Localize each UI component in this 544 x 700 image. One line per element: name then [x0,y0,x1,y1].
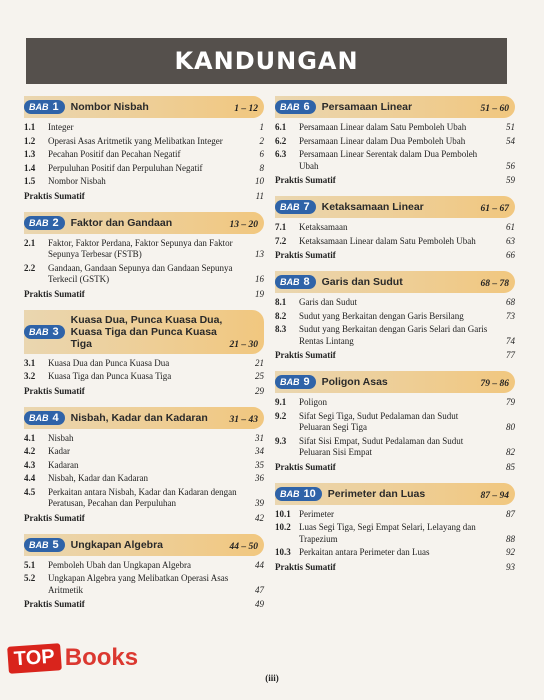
praktis-page: 11 [255,190,264,201]
chapter-page-range: 1 – 12 [234,104,258,114]
topic-page: 36 [255,473,264,483]
watermark-books: Books [64,644,139,671]
topic-row[interactable] [24,573,264,596]
praktis-label: Praktis Sumatif [24,288,85,299]
chapter-section [275,271,515,361]
topic-row[interactable] [275,297,515,309]
praktis-sumatif-row[interactable] [24,288,264,300]
topic-number: 10.1 [275,508,291,519]
topic-title: Perkaitan antara Nisbah, Kadar dan Kadaran dengan Peratusan, Pecahan dan Perpuluhan [48,486,237,508]
praktis-sumatif-row[interactable] [275,561,515,573]
left-column [24,96,264,620]
topic-title: Sifat Sisi Empat, Sudut Pedalaman dan Sudut Peluaran Sisi Empat [299,435,464,457]
topic-row[interactable] [24,136,264,148]
topic-page: 61 [506,222,515,232]
topic-list [275,393,515,473]
topic-row[interactable] [24,371,264,383]
bab-badge [24,538,65,552]
topic-list [275,293,515,361]
praktis-page: 29 [255,385,264,396]
topic-number: 2.1 [24,237,36,248]
topic-row[interactable] [24,263,264,286]
topic-number: 1.4 [24,162,36,173]
bab-badge [275,487,322,501]
chapter-title: Garis dan Sudut [321,276,403,288]
topic-row[interactable] [275,236,515,248]
praktis-label: Praktis Sumatif [24,512,85,523]
topic-row[interactable] [24,238,264,261]
topic-row[interactable] [275,411,515,434]
chapter-number: 9 [303,376,310,388]
topic-page: 47 [255,584,264,595]
topic-number: 4.2 [24,446,36,456]
topic-page: 31 [255,432,264,443]
topic-title: Perkaitan antara Perimeter dan Luas [299,547,430,557]
chapter-number: 3 [52,325,59,338]
topic-page: 68 [506,297,515,307]
bab-label: BAB [29,217,49,228]
topic-title: Persamaan Linear dalam Dua Pemboleh Ubah [299,135,466,146]
topic-title: Persamaan Linear Serentak dalam Dua Pemboleh Ubah [299,149,478,171]
topic-title: Ketaksamaan Linear dalam Satu Pemboleh Ubah [299,235,476,246]
chapter-title: Faktor dan Gandaan [70,216,173,229]
chapter-number: 8 [303,276,310,288]
praktis-page: 19 [255,288,264,299]
topic-row[interactable] [24,560,264,572]
topic-number: 4.1 [24,432,36,443]
praktis-label: Praktis Sumatif [24,190,85,201]
topic-title: Luas Segi Tiga, Segi Empat Selari, Lelayang dan Trapezium [299,522,476,544]
right-column [275,96,515,583]
topic-number: 10.3 [275,547,291,557]
chapter-number: 4 [52,411,59,424]
chapter-title: Nisbah, Kadar dan Kadaran [70,411,208,424]
chapter-page-range: 21 – 30 [229,339,258,350]
topic-row[interactable] [24,149,264,161]
chapter-header[interactable] [24,310,264,354]
topic-number: 6.3 [275,149,287,159]
topic-page: 13 [255,249,264,259]
topic-page: 10 [255,176,264,186]
bab-badge [24,100,65,114]
chapter-number: 5 [52,538,59,551]
chapter-title: Persamaan Linear [321,101,413,113]
praktis-sumatif-row[interactable] [275,349,515,361]
topic-row[interactable] [275,547,515,559]
chapter-page-range: 44 – 50 [229,541,258,552]
praktis-sumatif-row[interactable] [275,249,515,261]
topic-list [24,429,264,524]
topic-title: Perimeter [299,508,334,519]
topic-title: Sifat Segi Tiga, Sudut Pedalaman dan Sudut Peluaran Segi Tiga [299,410,459,432]
topic-row[interactable] [275,136,515,148]
topic-list [24,234,264,300]
topic-title: Poligon [299,397,328,407]
title-banner [26,38,507,84]
chapter-section [24,534,264,611]
topic-title: Nisbah [48,432,74,443]
topic-title: Kadaran [48,459,79,470]
page-title: KANDUNGAN [174,47,359,75]
chapter-page-range: 68 – 78 [480,279,509,289]
chapter-number: 1 [52,101,59,113]
topic-row[interactable] [275,397,515,409]
topic-row[interactable] [275,122,515,134]
topic-title: Faktor, Faktor Perdana, Faktor Sepunya dan Faktor Sepunya Terbesar (FSTB) [48,237,233,259]
topic-page: 63 [506,235,515,246]
praktis-sumatif-row[interactable] [24,385,264,397]
topic-list [24,354,264,397]
topic-page: 92 [506,547,515,557]
praktis-page: 49 [255,599,264,609]
praktis-label: Praktis Sumatif [24,385,85,396]
chapter-title: Ketaksamaan Linear [321,201,424,213]
chapter-section [24,96,264,202]
chapter-header[interactable] [275,371,515,393]
topic-row[interactable] [275,222,515,234]
topic-row[interactable] [275,522,515,545]
topic-number: 6.2 [275,135,287,146]
bab-label: BAB [29,539,49,550]
topic-number: 8.3 [275,324,287,334]
praktis-page: 42 [255,512,264,523]
chapter-page-range: 79 – 86 [480,379,509,389]
topic-number: 1.5 [24,176,36,186]
topic-page: 21 [255,357,264,368]
chapter-number: 7 [303,201,310,213]
bab-label: BAB [280,102,300,112]
praktis-label: Praktis Sumatif [24,599,85,609]
chapter-section [24,407,264,524]
bab-badge [275,200,316,214]
topic-title: Perpuluhan Positif dan Perpuluhan Negatif [48,162,203,173]
praktis-sumatif-row[interactable] [24,598,264,610]
chapter-section [275,196,515,261]
topic-page: 44 [255,559,264,570]
chapter-title: Nombor Nisbah [70,101,149,113]
topic-row[interactable] [275,324,515,347]
topic-number: 1.2 [24,135,36,146]
topic-page: 79 [506,397,515,407]
topic-row[interactable] [24,358,264,370]
topic-page: 82 [506,447,515,457]
topic-number: 1.1 [24,122,36,132]
topic-number: 8.2 [275,310,287,321]
chapter-number: 6 [303,101,310,113]
topic-page: 51 [506,122,515,132]
topic-title: Integer [48,122,74,132]
topic-page: 25 [255,371,264,381]
praktis-sumatif-row[interactable] [24,190,264,202]
topic-list [275,505,515,573]
topic-title: Operasi Asas Aritmetik yang Melibatkan Integer [48,135,223,146]
bab-badge [24,411,65,425]
praktis-label: Praktis Sumatif [275,175,336,185]
topic-number: 1.3 [24,149,36,159]
topic-number: 3.2 [24,371,36,381]
topic-row[interactable] [24,122,264,134]
chapter-header[interactable] [275,271,515,293]
topic-number: 7.2 [275,235,287,246]
topic-row[interactable] [24,163,264,175]
page-number: (iii) [265,673,279,683]
topic-page: 80 [506,422,515,432]
chapter-header[interactable] [24,534,264,556]
topic-list [275,118,515,186]
bab-label: BAB [29,326,49,337]
chapter-section [24,310,264,397]
chapter-header[interactable] [24,212,264,234]
topic-number: 2.2 [24,262,36,273]
topic-page: 39 [255,498,264,508]
topic-number: 5.2 [24,573,36,583]
bab-badge [24,216,65,230]
chapter-section [275,96,515,186]
praktis-label: Praktis Sumatif [275,250,336,260]
chapter-page-range: 51 – 60 [480,104,509,114]
topic-page: 88 [506,533,515,544]
topic-title: Nisbah, Kadar dan Kadaran [48,473,148,483]
topic-title: Kuasa Dua dan Punca Kuasa Dua [48,357,170,368]
chapter-header[interactable] [24,96,264,118]
praktis-page: 59 [506,175,515,185]
topic-title: Pecahan Positif dan Pecahan Negatif [48,149,181,159]
praktis-sumatif-row[interactable] [275,174,515,186]
topic-title: Gandaan, Gandaan Sepunya dan Gandaan Sepunya Terkecil (GSTK) [48,262,233,284]
topic-page: 54 [506,135,515,146]
chapter-page-range: 13 – 20 [229,219,258,230]
topic-page: 35 [255,459,264,470]
chapter-section [275,483,515,573]
topic-row[interactable] [275,509,515,521]
chapter-header[interactable] [275,196,515,218]
topic-number: 9.1 [275,397,287,407]
topic-title: Nombor Nisbah [48,176,106,186]
topic-page: 2 [259,135,264,146]
topic-list [275,218,515,261]
topic-title: Sudut yang Berkaitan dengan Garis Selari dan Garis Rentas Lintang [299,324,488,346]
topic-row[interactable] [275,436,515,459]
topic-page: 74 [506,335,515,346]
topic-number: 6.1 [275,122,287,132]
bab-label: BAB [29,102,49,112]
topic-title: Ketaksamaan [299,222,348,232]
chapter-page-range: 31 – 43 [229,414,258,425]
topic-list [24,118,264,202]
topic-number: 10.2 [275,522,291,532]
chapter-page-range: 87 – 94 [480,490,509,501]
topic-number: 7.1 [275,222,287,232]
topic-page: 1 [259,122,264,132]
praktis-label: Praktis Sumatif [275,461,336,472]
chapter-header[interactable] [24,407,264,429]
chapter-header[interactable] [275,483,515,505]
topic-row[interactable] [24,176,264,188]
chapter-section [24,212,264,300]
praktis-sumatif-row[interactable] [275,461,515,473]
chapter-header[interactable] [275,96,515,118]
bab-label: BAB [29,412,49,423]
praktis-page: 85 [506,461,515,472]
topic-list [24,556,264,611]
topic-title: Kuasa Tiga dan Punca Kuasa Tiga [48,371,172,381]
praktis-sumatif-row[interactable] [24,512,264,524]
topic-page: 6 [259,149,264,159]
topic-row[interactable] [24,446,264,458]
topic-title: Kadar [48,446,70,456]
topic-page: 56 [506,160,515,171]
topic-title: Persamaan Linear dalam Satu Pemboleh Ubah [299,122,467,132]
topic-title: Pemboleh Ubah dan Ungkapan Algebra [48,559,191,570]
bab-label: BAB [280,277,300,287]
bab-badge [275,275,316,289]
bab-badge [275,375,316,389]
topic-number: 3.1 [24,357,36,368]
chapter-title: Ungkapan Algebra [70,538,164,551]
topic-number: 9.2 [275,410,287,421]
praktis-page: 77 [506,350,515,360]
watermark-top: TOP [7,643,62,674]
topic-page: 8 [259,162,264,173]
topic-row[interactable] [24,473,264,485]
praktis-label: Praktis Sumatif [275,561,336,572]
topic-row[interactable] [275,311,515,323]
topic-number: 4.5 [24,486,36,497]
chapter-title: Kuasa Dua, Punca Kuasa Dua, Kuasa Tiga dan Punca Kuasa Tiga [70,313,223,350]
chapter-number: 10 [303,487,316,500]
praktis-page: 66 [506,250,515,260]
chapter-page-range: 61 – 67 [480,204,509,214]
topic-number: 9.3 [275,435,287,446]
chapter-title: Perimeter dan Luas [327,487,426,500]
topic-title: Garis dan Sudut [299,297,357,307]
topic-page: 87 [506,508,515,519]
bab-label: BAB [280,488,300,499]
topic-number: 5.1 [24,559,36,570]
chapter-title: Poligon Asas [321,376,388,388]
topic-row[interactable] [24,460,264,472]
chapter-number: 2 [52,216,59,229]
topic-number: 8.1 [275,297,287,307]
topic-number: 4.4 [24,473,36,483]
topic-page: 34 [255,446,264,456]
bab-label: BAB [280,202,300,212]
topic-page: 16 [255,274,264,284]
praktis-label: Praktis Sumatif [275,350,336,360]
topic-number: 4.3 [24,459,36,470]
topic-page: 73 [506,310,515,321]
topic-row[interactable] [275,149,515,172]
bab-label: BAB [280,377,300,387]
chapter-section [275,371,515,473]
praktis-page: 93 [506,561,515,572]
bab-badge [24,325,65,339]
topbooks-watermark [8,638,138,678]
bab-badge [275,100,316,114]
topic-title: Ungkapan Algebra yang Melibatkan Operasi Asas Aritmetik [48,573,229,595]
topic-row[interactable] [24,487,264,510]
topic-row[interactable] [24,433,264,445]
topic-title: Sudut yang Berkaitan dengan Garis Bersilang [299,310,464,321]
